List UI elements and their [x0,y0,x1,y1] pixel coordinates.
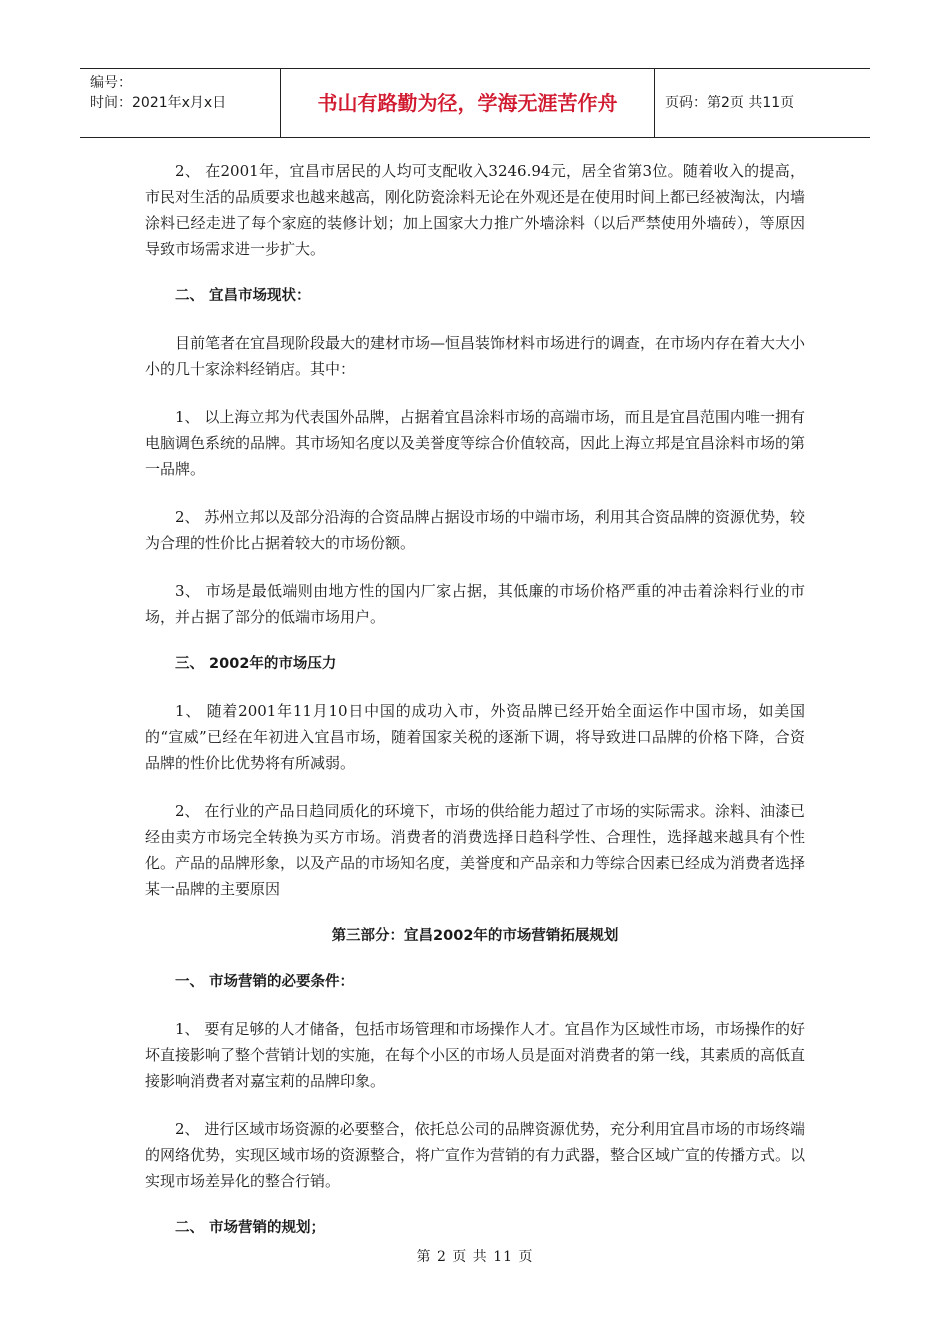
paragraph: 1、 随着2001年11月10日中国的成功入市，外资品牌已经开始全面运作中国市场，如美国的“宣威”已经在年初进入宜昌市场，随着国家关税的逐渐下调，将导致进口品牌的价格下降，合资品牌的性价比优势将有所减弱。 [145,702,805,772]
paragraph: 2、 进行区域市场资源的必要整合，依托总公司的品牌资源优势，充分利用宜昌市场的市场终端的网络优势，实现区域市场的资源整合，将广宣作为营销的有力武器，整合区域广宣的传播方式。以实现市场差异化的整合行销。 [145,1120,806,1190]
page-header [80,68,870,138]
section-heading: 一、 市场营销的必要条件： [175,974,355,990]
paragraph: 2、 在2001年，宜昌市居民的人均可支配收入3246.94元，居全省第3位。随着收入的提高，市民对生活的品质要求也越来越高，刚化防瓷涂料无论在外观还是在使用时间上都已经被淘汰，内墙涂料已经走进了每个家庭的装修计划；加上国家大力推广外墙涂料（以后严禁使用外墙砖），等原因导致市场需求进一步扩大。 [145,162,806,258]
paragraph: 1、 以上海立邦为代表国外品牌，占据着宜昌涂料市场的高端市场，而且是宜昌范围内唯一拥有电脑调色系统的品牌。其市场知名度以及美誉度等综合价值较高，因此上海立邦是宜昌涂料市场的第一品牌。 [145,408,806,478]
header-motto: 书山有路勤为径，学海无涯苦作舟 [281,69,655,137]
paragraph: 目前笔者在宜昌现阶段最大的建材市场—恒昌装饰材料市场进行的调查，在市场内存在着大大小小的几十家涂料经销店。其中： [145,334,806,378]
part-title: 第三部分：宜昌2002年的市场营销拓展规划 [331,928,619,944]
header-meta-cell [80,69,281,137]
section-heading: 三、 2002年的市场压力 [175,656,337,672]
paragraph: 3、 市场是最低端则由地方性的国内厂家占据，其低廉的市场价格严重的冲击着涂料行业的市场，并占据了部分的低端市场用户。 [145,582,805,626]
section-heading: 二、 宜昌市场现状： [175,288,311,304]
paragraph: 2、 在行业的产品日趋同质化的环境下，市场的供给能力超过了市场的实际需求。涂料、油漆已经由卖方市场完全转换为买方市场。消费者的消费选择日趋科学性、合理性，选择越来越具有个性化。产品的品牌形象，以及产品的市场知名度，美誉度和产品亲和力等综合因素已经成为消费者选择某一品牌的主要原因 [145,802,806,898]
paragraph: 2、 苏州立邦以及部分沿海的合资品牌占据设市场的中端市场，利用其合资品牌的资源优势，较为合理的性价比占据着较大的市场份额。 [145,508,805,552]
number-label: 编号： [90,75,132,91]
date-label: 时间：2021年x月x日 [90,95,227,111]
page-footer: 第 2 页 共 11 页 [416,1249,534,1265]
document-body [145,158,805,1240]
header-page-info: 页码：第2页 共11页 [665,95,795,111]
paragraph: 1、 要有足够的人才储备，包括市场管理和市场操作人才。宜昌作为区域性市场，市场操作的好坏直接影响了整个营销计划的实施，在每个小区的市场人员是面对消费者的第一线，其素质的高低直接影响消费者对嘉宝莉的品牌印象。 [145,1020,806,1090]
section-heading: 二、 市场营销的规划； [175,1220,326,1236]
